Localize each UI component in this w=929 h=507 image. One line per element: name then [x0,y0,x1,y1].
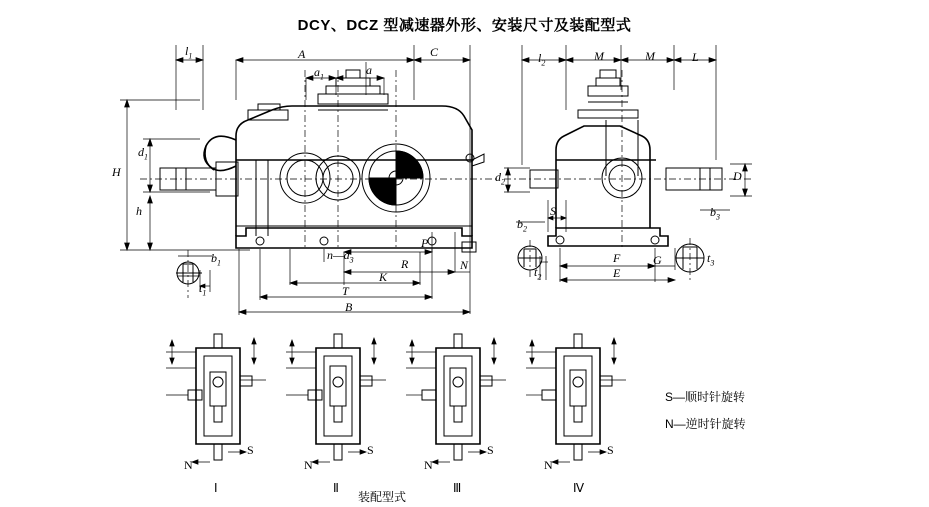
dim-label-S: S [550,204,556,218]
dim-label-T: T [342,284,349,298]
dim-label-C: C [430,45,439,59]
page-title: DCY、DCZ 型减速器外形、安装尺寸及装配型式 [297,17,632,34]
rotation-mark-n-3: N [424,458,433,472]
rotation-mark-n-4: N [544,458,553,472]
dim-label-t2: $t_2$ [534,265,542,282]
dim-label-R: R [401,257,409,271]
dim-label-a: a [366,63,372,77]
dim-label-D: D [733,169,742,183]
dim-label-b2: $b_2$ [517,217,527,234]
dim-label-G: G [653,253,662,267]
dim-label-d2: $d_2$ [495,170,505,187]
dim-label-A: A [298,47,306,61]
dim-label-l2: $l_2$ [538,51,546,68]
dim-label-t3: $t_3$ [707,251,715,268]
rotation-mark-s-4: S [607,443,614,457]
rotation-mark-s-3: S [487,443,494,457]
dim-label-P: P [421,236,429,250]
dim-label-F: F [613,251,621,265]
dim-label-E: E [613,266,621,280]
rotation-mark-s-2: S [367,443,374,457]
dim-label-K: K [379,270,388,284]
rotation-mark-n-1: N [184,458,193,472]
assembly-label-2: Ⅱ [333,481,339,495]
dim-label-M1: M [594,49,604,63]
assembly-caption: 装配型式 [358,490,407,504]
dim-label-B: B [345,300,353,314]
rotation-mark-s-1: S [247,443,254,457]
legend-cw: S—顺时针旋转 [665,390,746,404]
dim-label-M2: M [645,49,655,63]
dim-label-d1: $d_1$ [138,145,148,162]
dim-label-t1: $t_1$ [199,281,207,298]
rotation-mark-n-2: N [304,458,313,472]
dim-label-N: N [460,258,469,272]
dim-label-b1: $b_1$ [211,251,221,268]
assembly-label-3: Ⅲ [453,481,462,495]
dim-label-a1: $a_1$ [314,65,324,82]
legend-ccw: N—逆时针旋转 [665,417,746,431]
dim-label-l1: $l_1$ [185,44,193,61]
dim-label-b3: $b_3$ [710,205,720,222]
dim-label-n-d3: $n—d_3$ [327,248,354,265]
assembly-label-1: Ⅰ [214,481,218,495]
dim-label-H: H [112,165,121,179]
assembly-label-4: Ⅳ [573,481,585,495]
dim-label-h: h [136,204,142,218]
dim-label-L: L [692,50,699,64]
